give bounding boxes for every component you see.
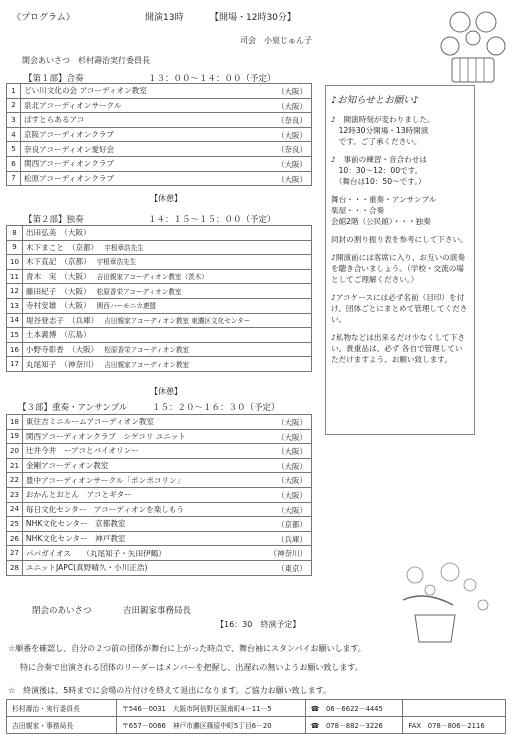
performer-region: （奈良） <box>277 145 307 155</box>
program-row <box>7 357 312 372</box>
program-row <box>7 328 312 343</box>
program-row <box>7 473 312 488</box>
row-number: 18 <box>7 415 23 430</box>
row-number: 9 <box>7 240 23 255</box>
notice-item: 同封の割り振り表を参考にして下さい。 <box>331 235 468 244</box>
row-number: 1 <box>7 84 21 99</box>
part3-table <box>6 414 312 576</box>
performer-region: （大阪） <box>277 432 307 442</box>
part2-heading: 【第２部】独奏 <box>24 215 84 225</box>
performer-name: ユニットJAPC(真野晴久・小川正浩) <box>25 563 148 573</box>
performer-cell <box>22 517 311 532</box>
performer-name: 辻井今井 ーアコとバイオリンー <box>25 446 139 456</box>
contact-address: 〒546－0031 大阪市阿倍野区阪南町4－11－5 <box>117 700 306 717</box>
performer-region: （大阪） <box>277 101 307 111</box>
contact-table <box>6 699 506 734</box>
performer-name: 小野寺彰香 <box>25 345 64 355</box>
performer-region: （兵庫） <box>277 534 307 544</box>
performer-cell <box>21 156 312 171</box>
performer-cell <box>22 313 311 328</box>
program-row <box>7 415 312 430</box>
notice-item: ♪私物などは出来るだけ少なくして下さい。貴重品は、必ず 各自で管理していただけますよう、お願い致します。 <box>331 333 465 364</box>
performer-name: NHK文化センター 神戸教室 <box>25 534 126 544</box>
program-row <box>7 127 312 142</box>
part3-time: １５：２０～１６：３０（予定） <box>152 403 280 413</box>
performer-name: 奈良アコーディオン愛好会 <box>24 144 115 154</box>
performer-region: （大阪） <box>277 174 307 184</box>
mc-name: 司会 小泉じゅん子 <box>240 36 312 45</box>
performer-name: 泉北アコーディオンサークル <box>24 100 122 110</box>
performer-region: （奈良） <box>277 116 307 126</box>
notice-item: ♪ 事前の練習・音合わせは 10：30～12：00です。 （舞台は10：50～です。） <box>331 155 427 186</box>
closing-speaker: 吉田親家事務局長 <box>123 606 192 616</box>
performer-teacher: 吉田親家アコーディオン教室 <box>104 360 190 369</box>
program-row <box>7 342 312 357</box>
accordion-illustration-icon <box>438 8 508 90</box>
performer-name: 豊中アコーディオンサークル「ポンポコリン」 <box>25 475 185 485</box>
performer-cell <box>22 473 311 488</box>
program-row <box>7 226 312 241</box>
contact-tel: ☎ 078－882－3226 <box>305 717 403 734</box>
closing-label: 閉会のあいさつ <box>32 606 92 616</box>
part2-time: １４：１５～１５：００（予定） <box>148 215 276 225</box>
performer-cell <box>22 458 311 473</box>
row-number: 24 <box>7 502 23 517</box>
performer-region: （大阪） <box>277 159 307 169</box>
row-number: 6 <box>7 156 21 171</box>
performer-teacher: 宇根章浩先生 <box>104 243 144 252</box>
row-number: 8 <box>7 226 23 241</box>
performer-name: 木下まこと <box>25 242 64 252</box>
performer-name: 堤谷登志子 <box>25 315 64 325</box>
row-number: 25 <box>7 517 23 532</box>
program-row <box>7 284 312 299</box>
program-row <box>7 98 312 113</box>
performer-name: 丸尾知子 <box>25 359 57 369</box>
part3-heading: 【３部】重奏・アンサンブル <box>18 403 128 413</box>
performer-cell <box>22 546 311 561</box>
break1-label: 【休憩】 <box>150 194 182 203</box>
performer-name: 出田弘美 <box>25 228 57 238</box>
performer-teacher: 松原香栄アコーディオン教室 <box>104 346 190 355</box>
performer-name: 藤田紀子 <box>25 286 57 296</box>
notice-item: ♪アコケースには必ず名前（目印）を付け、団体ごとにまとめて管理してください。 <box>331 293 468 324</box>
performer-name: ぱすとらあるアコ <box>24 115 85 125</box>
program-row <box>7 255 312 270</box>
row-number: 15 <box>7 328 23 343</box>
performer-name: 青木 実 <box>25 272 57 282</box>
row-number: 5 <box>7 142 21 157</box>
performer-cell <box>21 113 312 128</box>
performer-name: 金剛アコーディオン教室 <box>25 461 109 471</box>
program-row <box>7 502 312 517</box>
performer-cell <box>22 284 311 299</box>
performer-cell <box>22 298 311 313</box>
program-row <box>7 560 312 575</box>
program-row <box>7 156 312 171</box>
program-row <box>7 142 312 157</box>
performer-cell <box>22 531 311 546</box>
performer-region: （大阪） <box>67 345 99 355</box>
performer-name: 寺村安雄 <box>25 301 57 311</box>
program-title: 《プログラム》 <box>12 13 75 23</box>
notice-item: 舞台・・・重奏・アンサンブル 楽屋・・・合奏 会館2階（公民館）・・・独奏 <box>331 195 437 226</box>
contact-fax: FAX 078－806－2116 <box>403 717 506 734</box>
performer-teacher: 関西ハーモニカ連盟 <box>96 302 157 311</box>
performer-teacher: 吉田親家アコーディオン教室 東灘区文化センター <box>104 316 251 325</box>
notice-box <box>325 85 475 435</box>
performer-name: 木下直記 <box>25 257 57 267</box>
notice-title: ♪お知らせとお願い♪ <box>331 95 419 106</box>
row-number: 17 <box>7 357 23 372</box>
contact-role: 杉村壽治・実行委員長 <box>7 700 117 717</box>
performer-cell <box>22 487 311 502</box>
performer-region: （大阪） <box>60 228 91 238</box>
program-row <box>7 444 312 459</box>
performer-cell <box>22 342 311 357</box>
program-row <box>7 546 312 561</box>
performer-region: （兵庫） <box>67 315 99 325</box>
row-number: 21 <box>7 458 23 473</box>
program-row <box>7 240 312 255</box>
footer-note: ☆順番を確認し、自分の２つ前の団体が舞台に上がった時点で、舞台袖にスタンバイお願いします。 <box>8 644 366 653</box>
program-row <box>7 313 312 328</box>
program-row <box>7 269 312 284</box>
row-number: 4 <box>7 127 21 142</box>
contact-row <box>7 700 506 717</box>
row-number: 27 <box>7 546 23 561</box>
contact-fax <box>403 700 506 717</box>
performer-region: （大阪） <box>277 461 307 471</box>
performer-region: （大阪） <box>277 476 307 486</box>
part2-table <box>6 225 312 372</box>
row-number: 7 <box>7 171 21 186</box>
row-number: 16 <box>7 342 23 357</box>
performer-region: （神奈川） <box>60 359 99 369</box>
row-number: 14 <box>7 313 23 328</box>
footer-note: 特に合奏で出演される団体のリーダーはメンバーを把握し、出遅れの無いようお願い致します。 <box>20 663 363 672</box>
performer-region: （東京） <box>277 563 307 573</box>
performer-region: （大阪） <box>277 130 307 140</box>
performer-cell <box>22 357 311 372</box>
row-number: 22 <box>7 473 23 488</box>
performer-region: （大阪） <box>60 272 91 282</box>
performer-cell <box>21 98 312 113</box>
performer-cell <box>22 444 311 459</box>
performer-region: （大阪） <box>60 286 91 296</box>
performer-region: （大阪） <box>277 447 307 457</box>
performer-cell <box>21 127 312 142</box>
contact-role: 吉田親家・事務局長 <box>7 717 117 734</box>
contact-row <box>7 717 506 734</box>
notice-item: ♪ 開演時刻が変わりました。 12時30分開場・13時開演 です。ご了承ください。 <box>331 115 435 146</box>
end-time: 【16：30 終演予定】 <box>216 620 301 629</box>
performer-region: （大阪） <box>277 505 307 515</box>
row-number: 2 <box>7 98 21 113</box>
performer-cell <box>22 502 311 517</box>
performer-teacher: 吉田親家アコーディオン教室（茨木） <box>96 273 208 282</box>
row-number: 11 <box>7 269 23 284</box>
row-number: 20 <box>7 444 23 459</box>
performer-cell <box>22 560 311 575</box>
performer-cell <box>21 84 312 99</box>
performer-region: （大阪） <box>277 490 307 500</box>
performer-region: （京都） <box>60 257 91 267</box>
performer-region: （大阪） <box>277 87 307 96</box>
venue-open-time: 【開場・12時30分】 <box>210 13 296 23</box>
performer-cell <box>22 226 311 241</box>
row-number: 23 <box>7 487 23 502</box>
program-row <box>7 298 312 313</box>
opening-address: 開会あいさつ 杉村壽治実行委員長 <box>22 56 150 65</box>
row-number: 28 <box>7 560 23 575</box>
part1-heading: 【第１部】合奏 <box>24 74 84 84</box>
performer-cell <box>22 240 311 255</box>
program-row <box>7 458 312 473</box>
performer-cell <box>22 269 311 284</box>
performer-region: （大阪） <box>277 418 307 427</box>
performer-region: （大阪） <box>60 301 91 311</box>
performer-region: （広島） <box>60 330 91 340</box>
program-row <box>7 429 312 444</box>
break2-label: 【休憩】 <box>150 387 182 396</box>
program-row <box>7 531 312 546</box>
row-number: 19 <box>7 429 23 444</box>
footer-note: ☆ 終演後は、5時までに会場の片付けを終えて退出になります。ご協力お願い致します。 <box>8 686 331 695</box>
performer-cell <box>21 171 312 186</box>
opening-time: 開演13時 <box>145 13 184 23</box>
performer-cell <box>21 142 312 157</box>
performer-region: （京都） <box>277 520 307 530</box>
performer-cell <box>22 328 311 343</box>
row-number: 3 <box>7 113 21 128</box>
performer-name: 東住吉ミニルームアコーディオン教室 <box>25 417 155 427</box>
program-row <box>7 171 312 186</box>
program-row <box>7 517 312 532</box>
performer-teacher: 宇根章浩先生 <box>96 258 137 267</box>
contact-tel: ☎ 06－6622－4445 <box>305 700 403 717</box>
performer-name: どい川文化の会 アコーディオン教室 <box>24 86 147 96</box>
performer-name: 京阪アコーディオンクラブ <box>24 130 114 140</box>
performer-name: おかんとおとん アコとギター <box>25 490 132 500</box>
performer-name: 毎日文化センター アコーディオンを楽しもう <box>25 504 185 514</box>
part1-time: １３：００～１４：００（予定） <box>148 74 276 84</box>
performer-name: 土本義博 <box>25 330 57 340</box>
row-number: 26 <box>7 531 23 546</box>
performer-cell <box>22 255 311 270</box>
row-number: 12 <box>7 284 23 299</box>
bubbles-illustration-icon <box>395 560 495 650</box>
program-row <box>7 113 312 128</box>
performer-teacher: 松原香栄アコーディオン教室 <box>96 287 182 296</box>
row-number: 10 <box>7 255 23 270</box>
performer-name: パパガイオス （丸尾知子・矢田伊鶴） <box>25 548 166 558</box>
row-number: 13 <box>7 298 23 313</box>
part1-table <box>6 83 312 186</box>
performer-region: （京都） <box>67 242 99 252</box>
program-row <box>7 487 312 502</box>
performer-name: 関西アコーディオンクラブ シゲコリ ユニット <box>25 431 186 441</box>
performer-name: 松原アコーディオンクラブ <box>24 173 114 183</box>
performer-cell <box>22 429 311 444</box>
performer-cell <box>22 415 311 430</box>
performer-name: NHK文化センター 京都教室 <box>25 519 126 529</box>
performer-region: （神奈川） <box>269 549 307 559</box>
notice-item: ♪開演前には客席に入り、お互いの演奏を聴き合いましょう。（学校・交流の場としてご理解ください。） <box>331 253 465 284</box>
contact-address: 〒657－0066 神戸市灘区篠原中町5丁目6－20 <box>117 717 306 734</box>
program-row <box>7 84 312 99</box>
performer-name: 関西アコーディオンクラブ <box>24 159 114 169</box>
